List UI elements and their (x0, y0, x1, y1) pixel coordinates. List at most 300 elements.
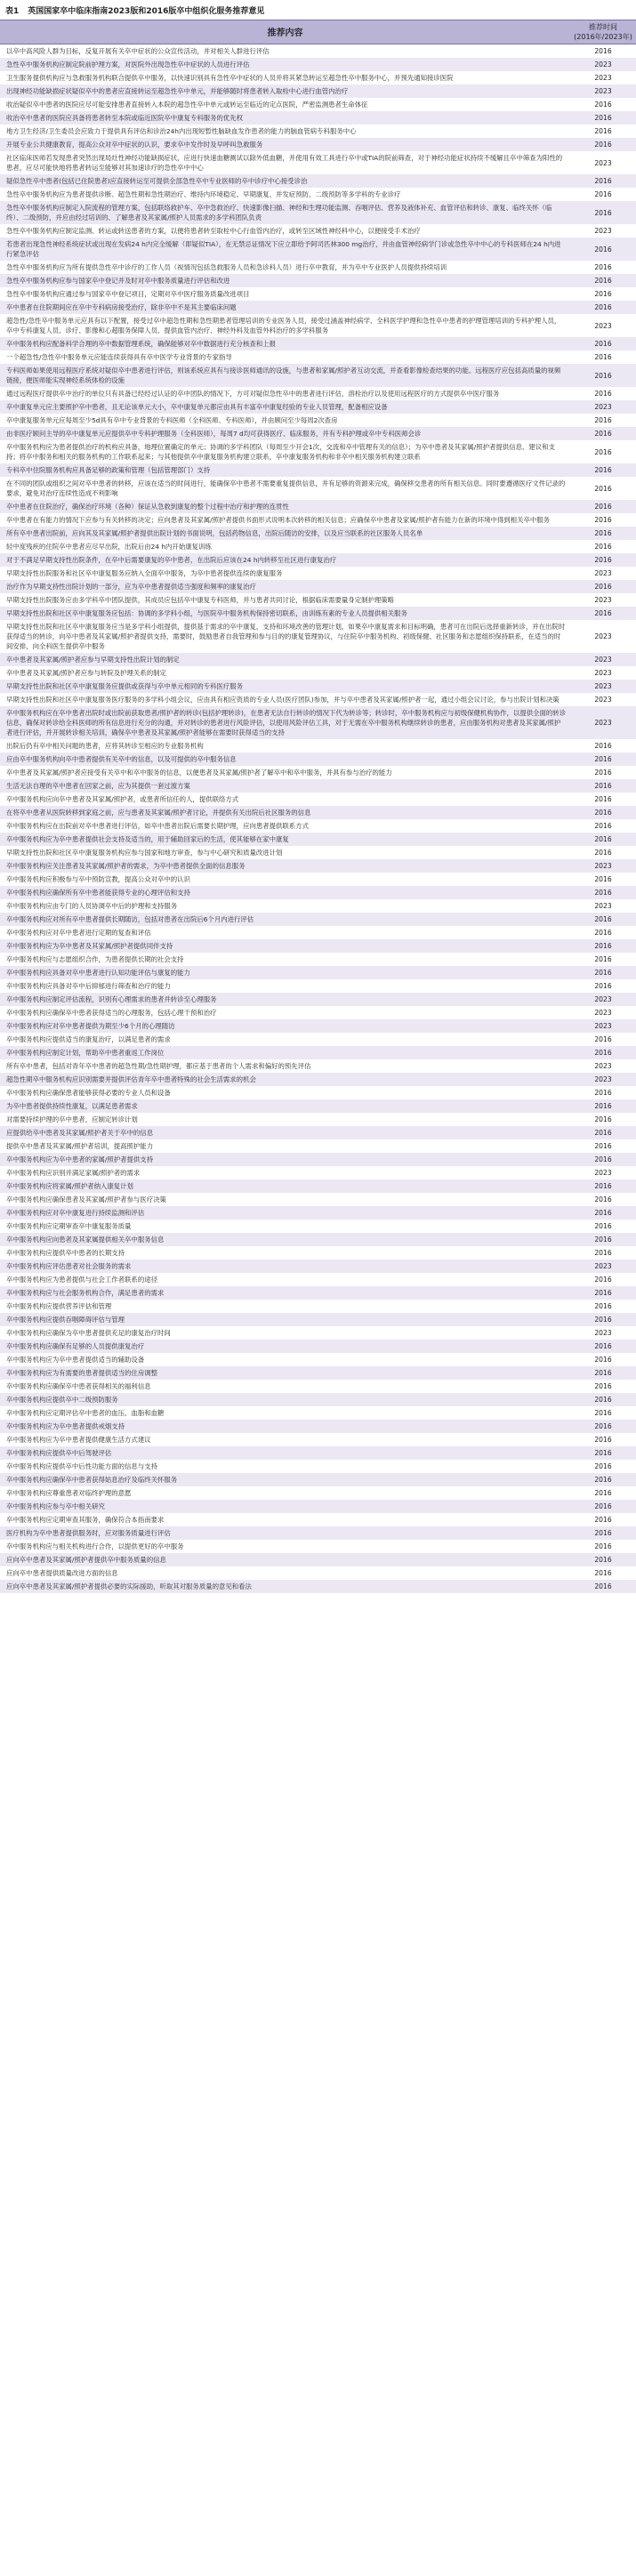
recommendation-year: 2016 (594, 556, 612, 564)
recommendation-year: 2023 (594, 1262, 612, 1270)
recommendation-year: 2023 (594, 87, 612, 95)
table-row (0, 1153, 636, 1166)
table-row (0, 553, 636, 567)
table-row (0, 125, 636, 138)
recommendation-text: 卒中服务机构应制定评估流程，识别有心理需求的患者并转诊至心理服务 (6, 995, 217, 1003)
recommendation-year: 2016 (594, 755, 612, 763)
table-row (0, 540, 636, 553)
recommendation-text: 卒中服务机构应提供卒中二级预防服务 (6, 1396, 118, 1404)
recommendation-text: 出现神经功能缺损症状疑似卒中的患者应直接转运至超急性卒中单元，并能够随时将患者转入取栓中心进行血管内治疗 (6, 87, 349, 95)
recommendation-year: 2016 (594, 1396, 612, 1404)
table-row (0, 926, 636, 939)
recommendation-text: 卒中服务机构应提供卒中患者的长期支持 (6, 1249, 125, 1257)
recommendation-text: 卒中服务机构应为卒中患者提供适当的辅助设备 (6, 1356, 145, 1364)
recommendation-text: 提供卒中患者及其家属/照护者培训，提高照护能力 (6, 1142, 154, 1150)
recommendation-year: 2016 (594, 1516, 612, 1524)
recommendation-year: 2016 (594, 1142, 612, 1150)
recommendation-year: 2016 (594, 529, 612, 537)
recommendation-text: 应向卒中患者及其家属/照护者提供卒中服务质量的信息 (6, 1556, 166, 1564)
recommendation-text: 卒中服务机构应评估患者对社会服务的需求 (6, 1262, 132, 1270)
recommendation-year: 2023 (594, 321, 612, 330)
table-caption (0, 0, 636, 20)
table-row (0, 819, 636, 833)
table-row (0, 1206, 636, 1220)
table-row (0, 261, 636, 274)
recommendation-text: 轻中度残疾的住院卒中患者应尽早出院，出院后由24 h内开始康复训练 (6, 543, 212, 551)
recommendation-year: 2016 (594, 1529, 612, 1537)
recommendation-year: 2016 (594, 1569, 612, 1577)
table-row (0, 174, 636, 188)
recommendation-year: 2016 (594, 543, 612, 551)
table-row (0, 71, 636, 85)
recommendation-text: 卒中服务机构应提供营养评估和管理 (6, 1302, 112, 1310)
table-row (0, 833, 636, 846)
table-row (0, 1046, 636, 1059)
header-time-label: 推荐时间 (589, 23, 617, 31)
recommendation-text: 卒中服务机构应确保卒中患者获得姑息治疗及临终关怀服务 (6, 1476, 178, 1484)
recommendation-year: 2016 (594, 1476, 612, 1484)
table-row (0, 1446, 636, 1460)
table-row (0, 1353, 636, 1366)
recommendation-year: 2016 (594, 1129, 612, 1137)
recommendation-text: 治疗作为早期支持性出院计划的一部分，应为卒中患者提供适当强度和频率的康复治疗 (6, 583, 256, 591)
recommendation-text: 卒中服务机构应在卒中患者出院时或出院前获取患者/照护者的转诊(包括护理转诊)，在患者无法自行转诊的情况下代为转诊等；转诊时，卒中服务机构应与初级保健机构协作，以提供全面的转诊信息，确保对转诊给全科医师的所有信息进行充分的沟通，并对转诊的患者进行风险评估，以使用风险评估工具，对于无需在卒中服务机构继续转诊的患者，应由服务机构对患者及其家属/照护者进行评估，并开展转诊相关培训，确保卒中患者及其家属/照护者能够在需要时获得适当的支持 (6, 709, 567, 737)
table-row (0, 666, 636, 680)
recommendation-text: 卒中服务机构应确保卒中患者获得适当的心理服务，包括心理干预和治疗 (6, 1009, 217, 1017)
recommendation-year: 2016 (594, 1369, 612, 1377)
table-row (0, 1220, 636, 1233)
recommendation-year: 2016 (594, 1449, 612, 1457)
recommendation-year: 2016 (594, 795, 612, 803)
recommendation-year: 2016 (594, 141, 612, 149)
table-row (0, 680, 636, 693)
table-row (0, 1286, 636, 1300)
recommendation-year: 2023 (594, 995, 612, 1003)
recommendation-year: 2016 (594, 177, 612, 185)
recommendation-year: 2016 (594, 430, 612, 438)
table-row (0, 224, 636, 237)
recommendation-text: 卒中服务机构应为卒中患者提供戒烟支持 (6, 1422, 125, 1430)
table-row (0, 350, 636, 364)
recommendation-year: 2016 (594, 1342, 612, 1350)
recommendation-text: 卒中患者在住院治疗，确保治疗环境（各种）保证从急救到康复的整个过程中治疗和护理的连贯性 (6, 503, 289, 511)
recommendation-year: 2023 (594, 902, 612, 910)
recommendation-text: 卒中服务机构应定期审查其服务，确保符合本指南要求 (6, 1516, 165, 1524)
recommendation-text: 卒中服务机构应向患者及其家属提供相关卒中服务信息 (6, 1236, 165, 1244)
recommendation-text: 卒中服务机构应具备对卒中患者进行认知功能评估与康复的能力 (6, 969, 190, 977)
table-row (0, 1246, 636, 1260)
table-row (0, 301, 636, 314)
recommendation-text: 卒中服务机构应在出院前对卒中患者进行评估，如卒中患者出院后需要长期护理，应向患者提供联系方式 (6, 822, 309, 830)
recommendation-year: 2016 (594, 1462, 612, 1470)
recommendation-text: 卒中患者在住院期间应在卒中专科病房接受治疗，除非卒中不是其主要临床问题 (6, 303, 237, 311)
table-row (0, 414, 636, 427)
recommendation-year: 2023 (594, 862, 612, 870)
table-row (0, 1433, 636, 1446)
recommendation-year: 2016 (594, 190, 612, 198)
table-row (0, 274, 636, 287)
table-row (0, 1553, 636, 1566)
recommendation-text: 应由卒中服务机构向卒中患者提供有关卒中的信息，以及可提供的卒中服务信息 (6, 755, 237, 763)
recommendation-year: 2016 (594, 942, 612, 950)
table-row (0, 500, 636, 513)
table-row (0, 1260, 636, 1273)
recommendation-year: 2023 (594, 669, 612, 677)
recommendation-text: 以卒中高风险人群为目标，反复开展有关卒中症状的公众宣传活动，并对相关人群进行评估 (6, 47, 270, 55)
recommendation-text: 卒中服务机构应与相关机构进行合作，以提供更好的卒中服务 (6, 1542, 184, 1550)
recommendation-year: 2016 (594, 955, 612, 963)
table-row (0, 44, 636, 58)
table-row (0, 513, 636, 527)
recommendation-year: 2016 (594, 1222, 612, 1230)
table-row (0, 806, 636, 819)
recommendation-text: 卒中服务机构应积极参与卒中预防宣教，提高公众对卒中的认识 (6, 875, 190, 883)
table-row (0, 567, 636, 580)
recommendation-year: 2016 (594, 484, 612, 493)
recommendation-year: 2023 (594, 1169, 612, 1177)
table-row (0, 58, 636, 71)
recommendation-year: 2016 (594, 1582, 612, 1590)
recommendation-text: 开展专业公共健康教育，提高公众对卒中症状的认识，要求卒中发作时及早呼叫急救服务 (6, 141, 263, 149)
recommendation-text: 专科医师如果使用远程医疗系统对疑似卒中患者进行评估，则该系统应具有与接诊医师通讯的设施，与患者和家属/照护者互动交流，并查看影像检查结果的功能。远程医疗应包括高质量的视频链接，便医师能实现神经系统体检的设施 (6, 366, 561, 384)
recommendation-year: 2016 (594, 1249, 612, 1257)
recommendation-year: 2016 (594, 769, 612, 777)
recommendation-text: 由非医疗顾问主导的卒中康复单元应提供卒中专科护理服务（全科医师），每周7 d均可获得医疗、临床服务，并有专科护理或卒中专科医师会诊 (6, 430, 422, 438)
table-row (0, 1126, 636, 1139)
recommendation-year: 2023 (594, 632, 612, 640)
table-title: 英国国家卒中临床指南2023版和2016版卒中组织化服务推荐意见 (28, 6, 265, 16)
recommendation-text: 专科卒中住院服务机构应具备足够的政策和管理（包括管理部门）支持 (6, 466, 211, 474)
recommendation-text: 对于不满足早期支持性出院条件，在卒中后需要康复的卒中患者，在出院后应该在24 h内转移至社区进行康复治疗 (6, 556, 337, 564)
recommendation-text: 卒中服务机构应为卒中患者提供健康生活方式建议 (6, 1436, 151, 1444)
recommendation-year: 2016 (594, 1502, 612, 1510)
table-row (0, 151, 636, 174)
recommendation-year: 2016 (594, 1182, 612, 1190)
table-row (0, 953, 636, 966)
recommendation-year: 2023 (594, 719, 612, 727)
table-row (0, 1513, 636, 1526)
table-row (0, 527, 636, 540)
table-row (0, 653, 636, 666)
recommendation-year: 2016 (594, 263, 612, 271)
table-row (0, 1006, 636, 1019)
recommendation-text: 卒中服务机构应与社会服务机构合作，满足患者的需求 (6, 1289, 165, 1297)
recommendation-text: 卒中服务机构应提供卒中后性功能方面的信息与支持 (6, 1462, 157, 1470)
recommendation-year: 2023 (594, 1009, 612, 1017)
table-row (0, 85, 636, 98)
table-row (0, 287, 636, 301)
recommendation-year: 2016 (594, 1316, 612, 1324)
table-row (0, 1086, 636, 1099)
recommendation-year: 2016 (594, 290, 612, 298)
recommendation-text: 卒中服务机构应尊重患者对临终护理的意愿 (6, 1489, 132, 1497)
table-row (0, 1500, 636, 1513)
table-row (0, 1486, 636, 1500)
recommendation-year: 2016 (594, 47, 612, 55)
table-body (0, 44, 636, 1593)
recommendation-year: 2016 (594, 1489, 612, 1497)
recommendation-year: 2023 (594, 569, 612, 577)
recommendation-text: 对需要持续护理的卒中患者，应制定转诊计划 (6, 1115, 138, 1123)
recommendation-text: 卒中服务机构应对卒中患者提供为期至少6个月的心理随访 (6, 1022, 175, 1030)
recommendation-text: 卒中服务机构应对卒中康复进行持续监测和评估 (6, 1209, 145, 1217)
table-row (0, 939, 636, 953)
table-row (0, 364, 636, 387)
recommendation-text: 所有卒中患者出院前，应向其及其家属/照护者提供出院计划的书面说明，包括药物信息，出院后随访的安排，以及应当联系的社区服务人员名单 (6, 529, 423, 537)
recommendation-year: 2023 (594, 596, 612, 604)
recommendation-text: 卒中服务机构应识别并满足家属/照护者的需求 (6, 1169, 141, 1177)
recommendation-text: 卒中患者及其家属/照护者应参与早期支持性出院计划的制定 (6, 656, 180, 664)
recommendation-year: 2016 (594, 1035, 612, 1043)
table-row (0, 993, 636, 1006)
recommendation-year: 2016 (594, 1556, 612, 1564)
recommendation-text: 卒中服务机构应提供适当的康复治疗，以满足患者的需求 (6, 1035, 171, 1043)
table-row (0, 1393, 636, 1406)
table-row (0, 1380, 636, 1393)
table-row (0, 1366, 636, 1380)
table-row (0, 1139, 636, 1153)
recommendation-year: 2016 (594, 1302, 612, 1310)
table-row (0, 111, 636, 125)
recommendation-year: 2016 (594, 1155, 612, 1163)
table-row (0, 607, 636, 620)
recommendation-year: 2016 (594, 245, 612, 254)
recommendation-year: 2023 (594, 1075, 612, 1083)
recommendation-year: 2016 (594, 1422, 612, 1430)
recommendation-year: 2023 (594, 227, 612, 235)
recommendation-year: 2016 (594, 1102, 612, 1110)
recommendation-text: 卒中服务机构应与志愿组织合作，为患者提供长期的社会支持 (6, 955, 184, 963)
recommendation-text: 卒中服务机构应确保患者能够获得必要的专业人员和设备 (6, 1089, 171, 1097)
table-row (0, 1420, 636, 1433)
recommendation-text: 通过远程医疗提供卒中治疗的单位只有具备已经经过认证的卒中团队的情况下，方可对疑似急性卒中的患者进行评估，溶栓治疗以及使用远程医疗的方式提供卒中医疗服务 (6, 390, 500, 398)
recommendation-text: 卒中服务机构应为有需要的患者提供适当的住房调整 (6, 1369, 157, 1377)
recommendation-text: 为卒中患者提供持续性康复，以满足患者需求 (6, 1102, 138, 1110)
recommendation-text: 卒中服务机构应定期审查卒中康复服务质量 (6, 1222, 132, 1230)
table-row (0, 966, 636, 979)
table-row (0, 1300, 636, 1313)
table-row (0, 138, 636, 151)
recommendation-year: 2023 (594, 696, 612, 704)
recommendation-year: 2016 (594, 782, 612, 790)
recommendation-text: 卫生服务提供机构应与急救服务机构联合提供卒中服务，以快速识别具有急性卒中症状的人员并将其紧急转运至超急性卒中服务中心，并预先通知接诊医院 (6, 74, 454, 82)
recommendation-text: 卒中服务机构应具备对卒中后抑郁进行筛查和治疗的能力 (6, 982, 171, 990)
table-row (0, 1313, 636, 1326)
recommendation-text: 卒中康复服务单元应每周至少5d具有卒中专业背景的专科医师（全科医师、专科医师），并由顾问至少每周2次查房 (6, 416, 338, 424)
recommendation-text: 早期支持性出院和社区卒中康复服务应提供或获得与卒中单元相同的专科医疗服务 (6, 682, 244, 690)
recommendation-year: 2023 (594, 158, 612, 167)
table-row (0, 440, 636, 463)
recommendation-text: 卒中服务机构应确保所有卒中患者能获得专业的心理评估和支持 (6, 889, 190, 897)
recommendation-text: 卒中服务机构应提供吞咽障碍评估与管理 (6, 1316, 125, 1324)
table-row (0, 463, 636, 477)
recommendation-year: 2023 (594, 60, 612, 68)
recommendation-text: 应向卒中患者提供质量改进方面的信息 (6, 1569, 118, 1577)
table-row (0, 779, 636, 793)
recommendation-text: 卒中服务机构应向卒中患者及其家属/照护者，或患者所信任的人，提供联络方式 (6, 795, 239, 803)
recommendation-year: 2023 (594, 656, 612, 664)
recommendation-year: 2016 (594, 1436, 612, 1444)
table-row (0, 1179, 636, 1193)
recommendation-text: 应向卒中患者及其家属/照护者提供必要的实际援助，听取其对服务质量的意见和看法 (6, 1582, 252, 1590)
recommendation-text: 早期支持性出院和社区卒中康复服务应当是多学科小组提供，提供基于需求的卒中康复，支持和环境改善的管理计划，如果卒中康复需求和目标明确，患者可在出院后选择重新转诊，并在出院时获得适当的转诊，向卒中患者及其家属/照护者提供支持，需要时，鼓励患者自我管理和参与目的的康复管理协议，与住院卒中服务机构、初级保健、社区服务和志愿组织保持联系，在适当的时间安排，向全科医生提供卒中服务 (6, 623, 566, 650)
table-row (0, 886, 636, 899)
table-row (0, 1273, 636, 1286)
recommendation-year: 2016 (594, 1276, 612, 1284)
recommendation-text: 收治卒中患者的医院应具备将患者转至本院或临近医院卒中康复专科服务的优先权 (6, 114, 244, 122)
recommendation-text: 卒中服务机构应为患者提供治疗的机构应具备，地理位置确定的单元；协调的多学科团队（每周至少开会1次，交流和卒中管理有关的信息）；为卒中患者及其家属/照护者提供信息、建议和支持；将卒中服务和相关的服务机构的工作联系起来；与其他提供卒中康复服务机构建立联系，卒中康复服务机构和非卒中相关服务机构建立联系 (6, 443, 555, 461)
recommendation-year: 2016 (594, 1195, 612, 1203)
recommendation-text: 急性卒中服务机构应制定入院流程的管理方案，包括联络救护车、卒中急救治疗、快速影像扫描、神经和生理功能监测、吞咽评估、营养及液体补充、血管评估和转诊、康复、临终关怀（临终）、二级预防，并应由经过培训的、了解患者及其家属/照护人员需求的多学科团队负责 (6, 204, 552, 221)
recommendation-year: 2016 (594, 503, 612, 511)
recommendation-year: 2016 (594, 889, 612, 897)
recommendation-text: 卒中服务机构应将家属/照护者纳入康复计划 (6, 1182, 133, 1190)
table-row (0, 1580, 636, 1593)
recommendation-year: 2016 (594, 390, 612, 398)
table-row (0, 1526, 636, 1540)
recommendation-text: 收治疑似卒中患者的医院应尽可能安排患者直接转入本院的超急性卒中单元或转运至临近的定点医院，严密监测患者生命体征 (6, 101, 368, 109)
recommendation-year: 2016 (594, 1382, 612, 1390)
recommendation-text: 卒中服务机构应为卒中患者的家属/照护者提供支持 (6, 1155, 154, 1163)
header-time (570, 20, 636, 44)
recommendation-year: 2016 (594, 609, 612, 617)
table-row (0, 1340, 636, 1353)
table-row (0, 1113, 636, 1126)
table-header (0, 20, 636, 44)
recommendation-year: 2023 (594, 74, 612, 82)
recommendation-text: 卒中服务机构应确保患者及其家属/照护者参与医疗决策 (6, 1195, 166, 1203)
table-row (0, 580, 636, 593)
table-row (0, 846, 636, 859)
recommendation-year: 2016 (594, 835, 612, 843)
recommendation-year: 2016 (594, 1356, 612, 1364)
recommendation-year: 2016 (594, 915, 612, 923)
recommendation-year: 2016 (594, 849, 612, 857)
recommendation-text: 超急性/急性卒中服务单元应具有以下配置，接受过卒中超急性期和急性期患者管理培训的专业医务人员，接受过涵盖神经病学、全科医学护理和急性卒中患者的护理管理培训的专科护理人员，卒中专科康复人员、诊疗、影像和心超服务保障人员、提供血管内治疗、神经外科及血管外科治疗的多学科服务 (6, 317, 561, 334)
recommendation-text: 超急性期卒中服务机构应识别需要并提供评估青年卒中患者特殊的社会生活需求的机会 (6, 1075, 256, 1083)
table-row (0, 1540, 636, 1553)
recommendation-year: 2016 (594, 929, 612, 937)
recommendation-text: 急性卒中服务机构应为患者提供诊断、超急性期和急性期治疗、维持内环境稳定、早期康复、并发症预防、二级预防等多学科的专业诊疗 (6, 190, 401, 198)
table-row (0, 1099, 636, 1113)
table-row (0, 337, 636, 350)
recommendation-text: 卒中服务机构应确保有足够的人员提供康复治疗 (6, 1342, 145, 1350)
recommendation-year: 2016 (594, 982, 612, 990)
header-recommendation: 推荐内容 (267, 28, 303, 38)
table-row (0, 979, 636, 993)
recommendation-text: 在不同的团队或组织之间对卒中患者的转移，应该在适当的时间进行，能确保卒中患者不需要重复提供信息，并有足够的资源来完成，确保移交患者的所有相关信息。同时要遵循医疗文件记录的要求，避免对治疗连续性造成不利影响 (6, 479, 566, 497)
recommendation-text: 医疗机构为卒中患者提供服务时，应对服务质量进行评估 (6, 1529, 171, 1537)
table-row (0, 98, 636, 111)
recommendation-text: 在将卒中患者从医院转移到家庭之前，应与患者及其家属/照护者讨论，并提供有关出院后社区服务的信息 (6, 809, 311, 817)
recommendation-year: 2016 (594, 416, 612, 424)
recommendation-year: 2023 (594, 682, 612, 690)
recommendation-text: 早期支持性出院服务和社区卒中康复服务应纳入全面卒中服务，为卒中患者提供连续的康复服务 (6, 569, 283, 577)
table-row (0, 1566, 636, 1580)
table-row (0, 201, 636, 224)
recommendation-year: 2016 (594, 875, 612, 883)
recommendation-text: 所有卒中患者，包括对青年卒中患者的超急性期/急性期护理，都应基于患者的个人需求和偏好的预先评估 (6, 1062, 311, 1070)
recommendation-year: 2016 (594, 208, 612, 217)
recommendation-text: 卒中服务机构应由专门的人员协调卒中后的护理和支持服务 (6, 902, 178, 910)
recommendation-year: 2016 (594, 1542, 612, 1550)
recommendation-year: 2016 (594, 1236, 612, 1244)
recommendation-year: 2016 (594, 277, 612, 285)
table-row (0, 620, 636, 653)
table-row (0, 859, 636, 873)
recommendation-text: 卒中服务机构应参与卒中相关研究 (6, 1502, 105, 1510)
recommendation-year: 2016 (594, 742, 612, 750)
recommendation-text: 急性卒中服务机构应参与国家卒中登记并及时对卒中服务质量进行评估和改进 (6, 277, 230, 285)
recommendation-text: 生活无法自理的卒中患者在回家之前，应为其提供一套过渡方案 (6, 782, 190, 790)
table-row (0, 1073, 636, 1086)
recommendation-year: 2016 (594, 516, 612, 524)
recommendation-year: 2016 (594, 447, 612, 456)
recommendation-year: 2016 (594, 1115, 612, 1123)
recommendation-text: 社区临床医师若发现患者突然出现局灶性神经功能缺损症状，应进行快速血糖测试以除外低血糖，并使用有效工具进行卒中或TIA的院前筛查，对于神经功能症状持续不缓解且卒中筛查为阳性的患者，应尽可能快地将患者转运至能够对其加速诊疗的急性卒中中心 (6, 154, 563, 172)
recommendation-text: 卒中服务机构应定期评估卒中患者的血压、血脂和血糖 (6, 1409, 165, 1417)
recommendation-text: 卒中服务机构应确保为卒中患者提供充足的康复治疗时间 (6, 1329, 171, 1337)
table-row (0, 1193, 636, 1206)
table-row (0, 1033, 636, 1046)
table-row (0, 1166, 636, 1179)
recommendation-text: 早期支持性出院和社区卒中康复服务应包括：协调的多学科小组，与医院卒中服务机构保持密切联系，由训练有素的专业人员提供相关服务 (6, 609, 407, 617)
table-row (0, 693, 636, 706)
table-row (0, 899, 636, 913)
recommendation-text: 卒中服务机构应配备科学合理的卒中数据管理系统，确保能够对卒中数据进行充分核查和上报 (6, 340, 277, 348)
table-row (0, 427, 636, 440)
table-row (0, 1059, 636, 1073)
recommendation-year: 2016 (594, 1409, 612, 1417)
recommendation-text: 一个超急性/急性卒中服务单元应能连续获得具有卒中医学专业背景的专家指导 (6, 353, 232, 361)
recommendation-year: 2016 (594, 969, 612, 977)
header-time-sub: (2016年/2023年) (574, 33, 632, 41)
table-row (0, 1406, 636, 1420)
recommendation-text: 应提供给卒中患者及其家属/照护者关于卒中的信息 (6, 1129, 154, 1137)
recommendation-year: 2016 (594, 101, 612, 109)
recommendation-text: 卒中服务机构应关注患者及其家属/照护者的需求，为卒中患者提供全面的信息服务 (6, 862, 246, 870)
recommendation-text: 卒中服务机构应提供卒中后驾驶评估 (6, 1449, 112, 1457)
table-row (0, 1326, 636, 1340)
recommendation-text: 早期支持性出院和社区卒中康复服务医疗服务的多学科小组会议，应由具有相应资质的专业人员(医疗团队)参加，并与卒中患者及其家属/照护者一起，通过小组会议讨论，参与出院计划和决策 (6, 696, 560, 704)
recommendation-text: 卒中患者及其家属/照护者应参与转院及护理关系的制定 (6, 669, 166, 677)
recommendation-text: 卒中服务机构应确保卒中患者获得相关的福利信息 (6, 1382, 151, 1390)
recommendation-year: 2023 (594, 403, 612, 411)
recommendation-text: 卒中服务机构应对卒中患者进行定期的复查和评估 (6, 929, 151, 937)
table-row (0, 237, 636, 261)
recommendation-year: 2016 (594, 303, 612, 311)
table-row (0, 1473, 636, 1486)
recommendation-text: 卒中康复单元应主要照护卒中患者，且无论该单元大小，卒中康复单元都应由具有丰富卒中康复经验的专业人员管理，配备相应设备 (6, 403, 388, 411)
recommendation-text: 卒中服务机构应对所有卒中患者提供长期随访，包括对患者在出院后6个月内进行评估 (6, 915, 254, 923)
recommendation-text: 疑似急性卒中患者(包括已住院患者)应直接转运至可提供全部急性卒中专业医师的卒中诊疗中心接受诊治 (6, 177, 308, 185)
recommendation-text: 急性卒中服务机构应通过参与国家卒中登记项目，定期对卒中医疗服务质量改进项目 (6, 290, 250, 298)
recommendation-year: 2016 (594, 809, 612, 817)
table-row (0, 793, 636, 806)
table-row (0, 387, 636, 400)
recommendation-year: 2016 (594, 583, 612, 591)
recommendation-text: 早期支持性出院和社区卒中康复服务机构应参与国家和地方审查，参与中心研究和质量改进计划 (6, 849, 283, 857)
recommendation-text: 地方卫生经济/卫生委员会应致力于提供具有评估和诊治24h内出现短暂性脑缺血发作患者的能力的脑血管病专科服务中心 (6, 127, 357, 135)
recommendation-year: 2016 (594, 114, 612, 122)
table-row (0, 913, 636, 926)
recommendation-year: 2016 (594, 466, 612, 474)
table-row (0, 188, 636, 201)
recommendation-text: 早期支持性出院服务应由多学科卒中团队提供，其成员应包括卒中康复专科医师，并与患者共同讨论，根据临床需要量身定制护理策略 (6, 596, 395, 604)
recommendation-year: 2016 (594, 1209, 612, 1217)
table-row (0, 766, 636, 779)
recommendation-year: 2016 (594, 127, 612, 135)
